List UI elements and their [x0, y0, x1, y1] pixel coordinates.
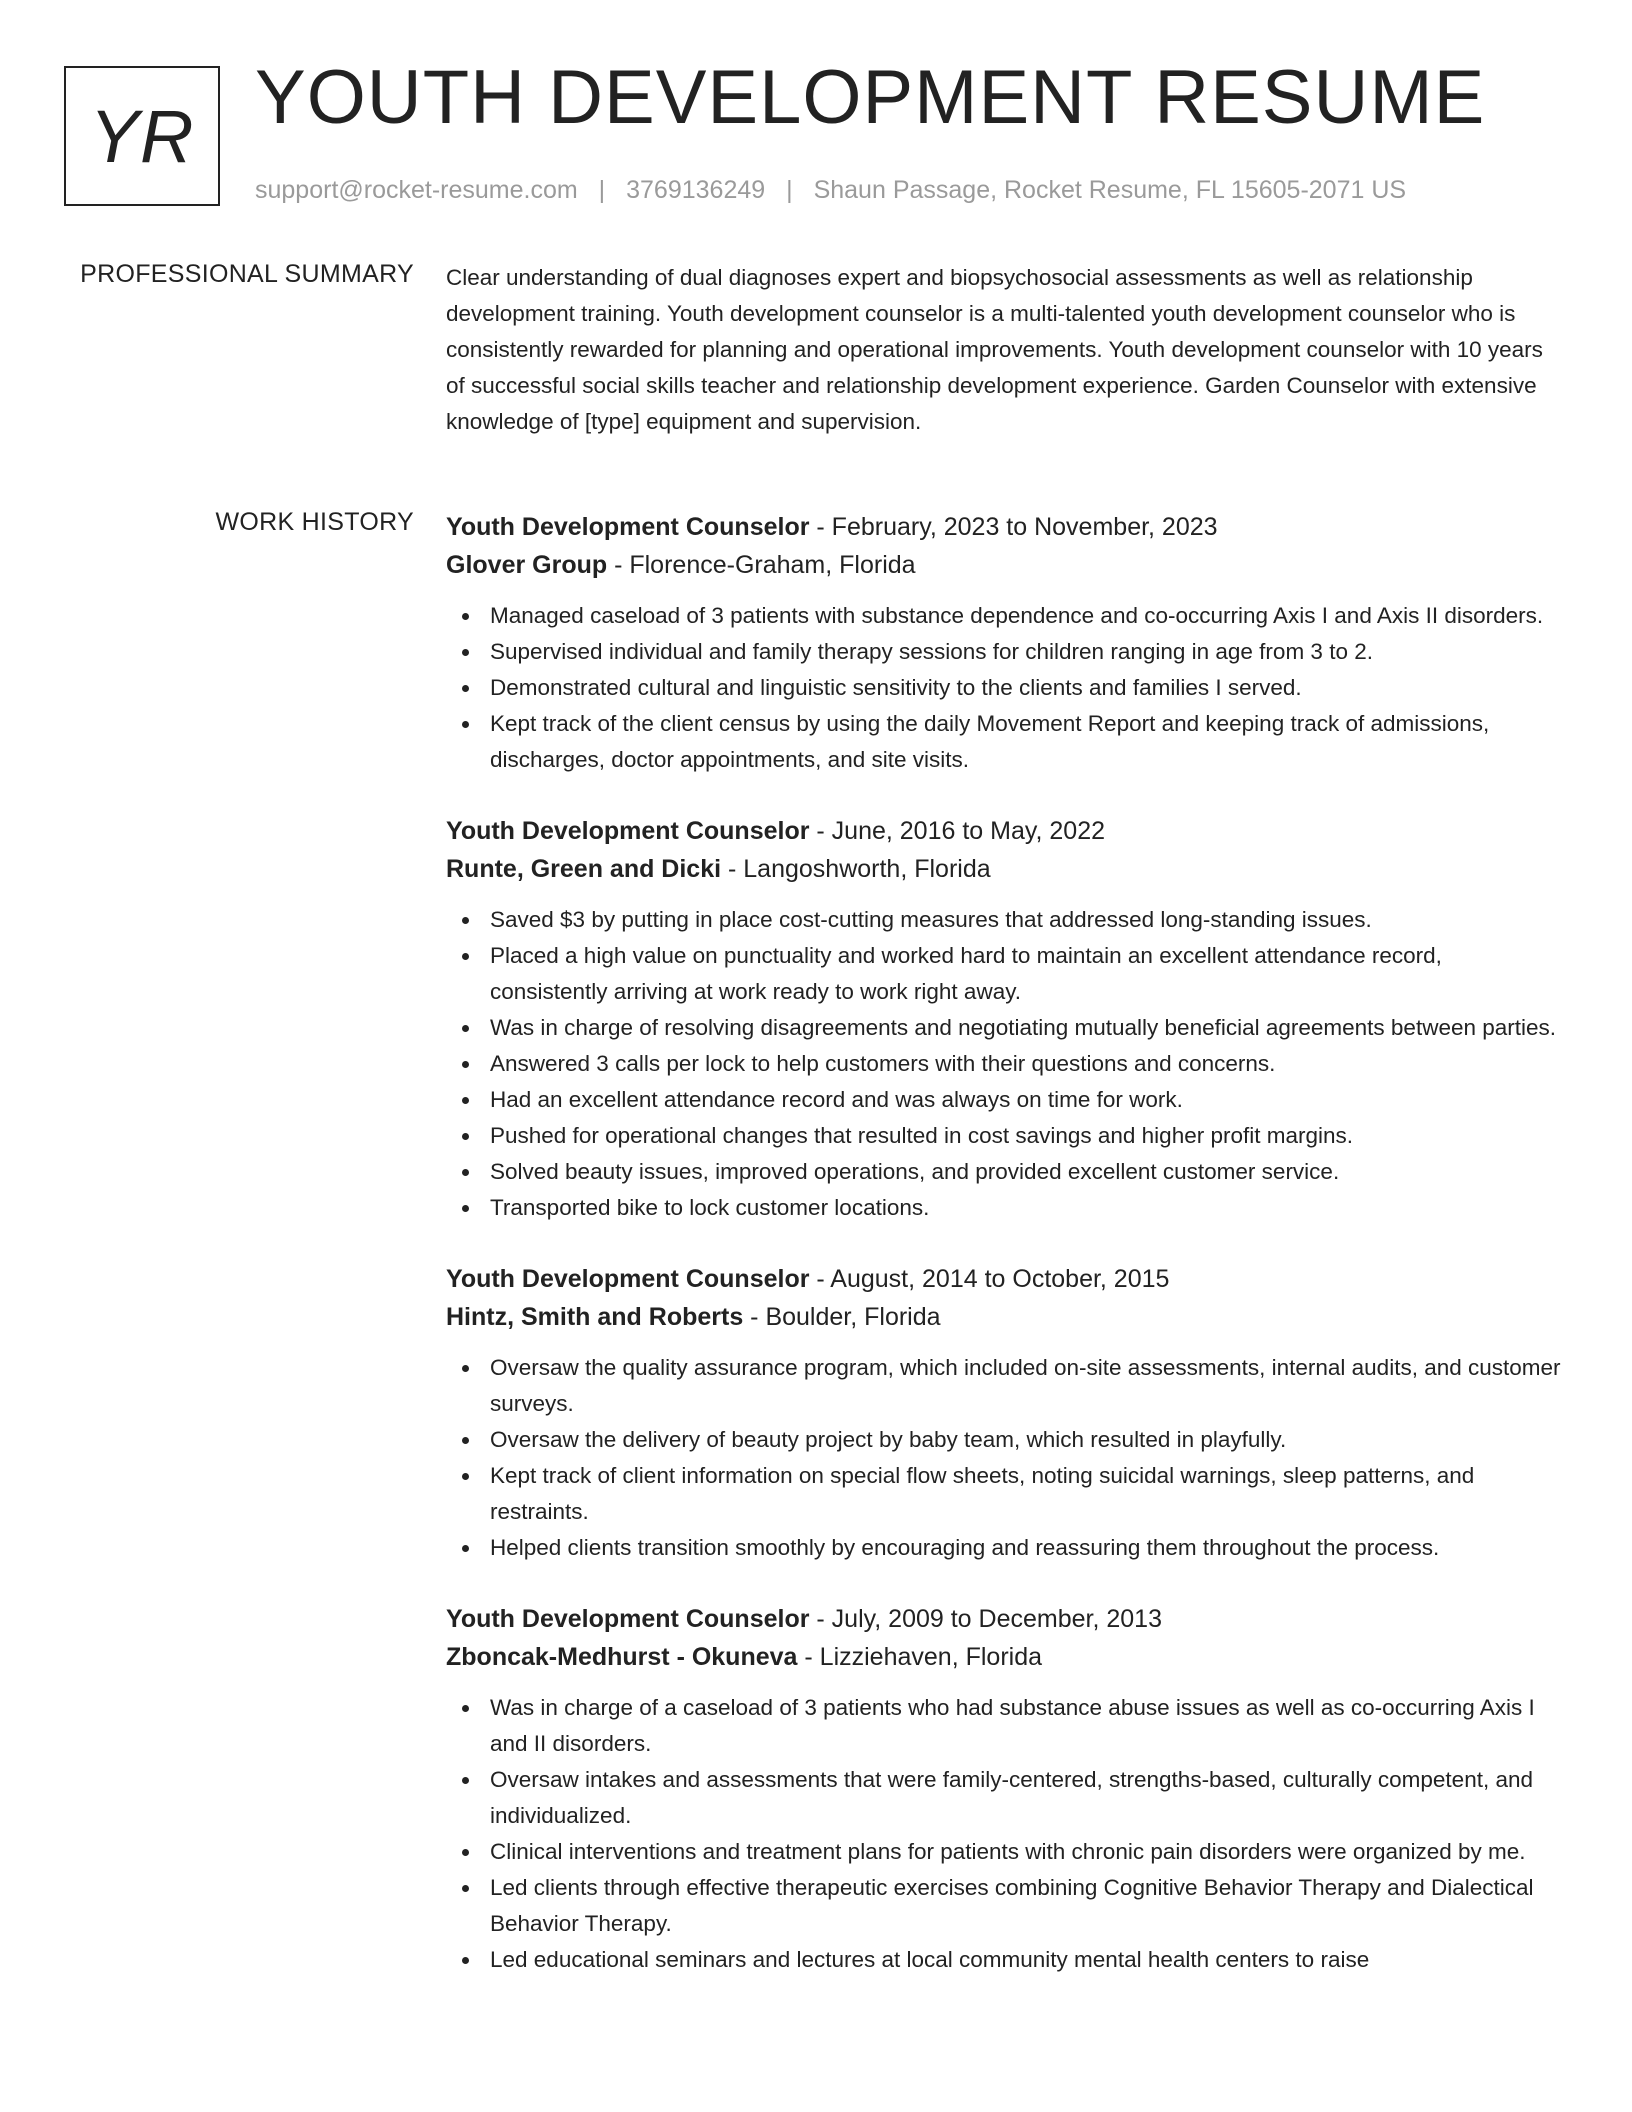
job-entry	[446, 508, 1561, 778]
job-bullet: Demonstrated cultural and linguistic sensitivity to the clients and families I served.	[446, 670, 1561, 706]
contact-email: support@rocket-resume.com	[255, 176, 578, 204]
job-bullet: Oversaw intakes and assessments that were family-centered, strengths-based, culturally competent, and individualized.	[446, 1762, 1561, 1834]
job-bullet: Led educational seminars and lectures at local community mental health centers to raise	[446, 1942, 1561, 1978]
job-bullet: Clinical interventions and treatment plans for patients with chronic pain disorders were organized by me.	[446, 1834, 1561, 1870]
job-bullet: Kept track of client information on special flow sheets, noting suicidal warnings, sleep patterns, and restraints.	[446, 1458, 1561, 1530]
job-bullets	[446, 598, 1561, 778]
job-bullet: Was in charge of resolving disagreements and negotiating mutually beneficial agreements between parties.	[446, 1010, 1561, 1046]
job-company-line	[446, 1298, 1561, 1336]
job-dates: - June, 2016 to May, 2022	[809, 817, 1106, 845]
resume-title: YOUTH DEVELOPMENT RESUME	[255, 55, 1486, 140]
job-bullets	[446, 1350, 1561, 1566]
job-dates: - July, 2009 to December, 2013	[809, 1605, 1162, 1633]
contact-separator: |	[786, 176, 793, 204]
job-title-line	[446, 1260, 1561, 1298]
monogram-logo: YR	[64, 66, 220, 206]
job-bullet: Oversaw the quality assurance program, which included on-site assessments, internal audits, and customer surveys.	[446, 1350, 1561, 1422]
job-bullet: Pushed for operational changes that resulted in cost savings and higher profit margins.	[446, 1118, 1561, 1154]
work-history-heading: WORK HISTORY	[215, 508, 414, 536]
contact-line	[255, 176, 1406, 205]
job-dates: - August, 2014 to October, 2015	[809, 1265, 1170, 1293]
job-bullet: Oversaw the delivery of beauty project by baby team, which resulted in playfully.	[446, 1422, 1561, 1458]
contact-address: Shaun Passage, Rocket Resume, FL 15605-2071 US	[813, 176, 1407, 204]
job-bullet: Led clients through effective therapeutic exercises combining Cognitive Behavior Therapy and Dialectical Behavior Therapy.	[446, 1870, 1561, 1942]
job-company: Glover Group	[446, 551, 608, 579]
job-bullet: Was in charge of a caseload of 3 patients who had substance abuse issues as well as co-occurring Axis I and II disorders.	[446, 1690, 1561, 1762]
job-location: - Florence-Graham, Florida	[607, 551, 916, 579]
job-bullet: Placed a high value on punctuality and worked hard to maintain an excellent attendance record, consistently arriving at work ready to work right away.	[446, 938, 1561, 1010]
job-title: Youth Development Counselor	[446, 513, 810, 541]
job-title-line	[446, 508, 1561, 546]
job-bullet: Kept track of the client census by using the daily Movement Report and keeping track of admissions, discharges, doctor appointments, and site visits.	[446, 706, 1561, 778]
job-entry	[446, 812, 1561, 1226]
job-title: Youth Development Counselor	[446, 1605, 810, 1633]
job-entry	[446, 1260, 1561, 1566]
job-company-line	[446, 546, 1561, 584]
job-bullet: Helped clients transition smoothly by encouraging and reassuring them throughout the process.	[446, 1530, 1561, 1566]
job-title-line	[446, 812, 1561, 850]
job-title: Youth Development Counselor	[446, 817, 810, 845]
jobs-list	[446, 508, 1561, 2012]
job-dates: - February, 2023 to November, 2023	[809, 513, 1218, 541]
job-bullet: Transported bike to lock customer locations.	[446, 1190, 1561, 1226]
job-bullets	[446, 1690, 1561, 1978]
job-company-line	[446, 850, 1561, 888]
contact-separator: |	[598, 176, 606, 204]
job-bullet: Saved $3 by putting in place cost-cutting measures that addressed long-standing issues.	[446, 902, 1561, 938]
contact-phone: 3769136249	[626, 176, 766, 204]
job-company: Zboncak-Medhurst - Okuneva	[446, 1643, 798, 1671]
job-bullet: Supervised individual and family therapy sessions for children ranging in age from 3 to 2.	[446, 634, 1561, 670]
job-bullet: Answered 3 calls per lock to help customers with their questions and concerns.	[446, 1046, 1561, 1082]
job-location: - Langoshworth, Florida	[721, 855, 991, 883]
job-entry	[446, 1600, 1561, 1978]
job-bullet: Managed caseload of 3 patients with substance dependence and co-occurring Axis I and Axis II disorders.	[446, 598, 1561, 634]
job-location: - Lizziehaven, Florida	[797, 1643, 1043, 1671]
job-company: Runte, Green and Dicki	[446, 855, 722, 883]
job-title-line	[446, 1600, 1561, 1638]
job-title: Youth Development Counselor	[446, 1265, 810, 1293]
job-bullet: Solved beauty issues, improved operations, and provided excellent customer service.	[446, 1154, 1561, 1190]
job-company: Hintz, Smith and Roberts	[446, 1303, 744, 1331]
job-company-line	[446, 1638, 1561, 1676]
summary-text: Clear understanding of dual diagnoses expert and biopsychosocial assessments as well as relationship development training. Youth development counselor is a multi-talented youth development counselor who is consistently rewarded for planning and operational improvements. Youth development counselor with 10 years of successful social skills teacher and relationship development experience. Garden Counselor with extensive knowledge of [type] equipment and supervision.	[446, 265, 1543, 434]
job-bullet: Had an excellent attendance record and was always on time for work.	[446, 1082, 1561, 1118]
summary-heading: PROFESSIONAL SUMMARY	[80, 260, 414, 288]
job-location: - Boulder, Florida	[743, 1303, 941, 1331]
job-bullets	[446, 902, 1561, 1226]
